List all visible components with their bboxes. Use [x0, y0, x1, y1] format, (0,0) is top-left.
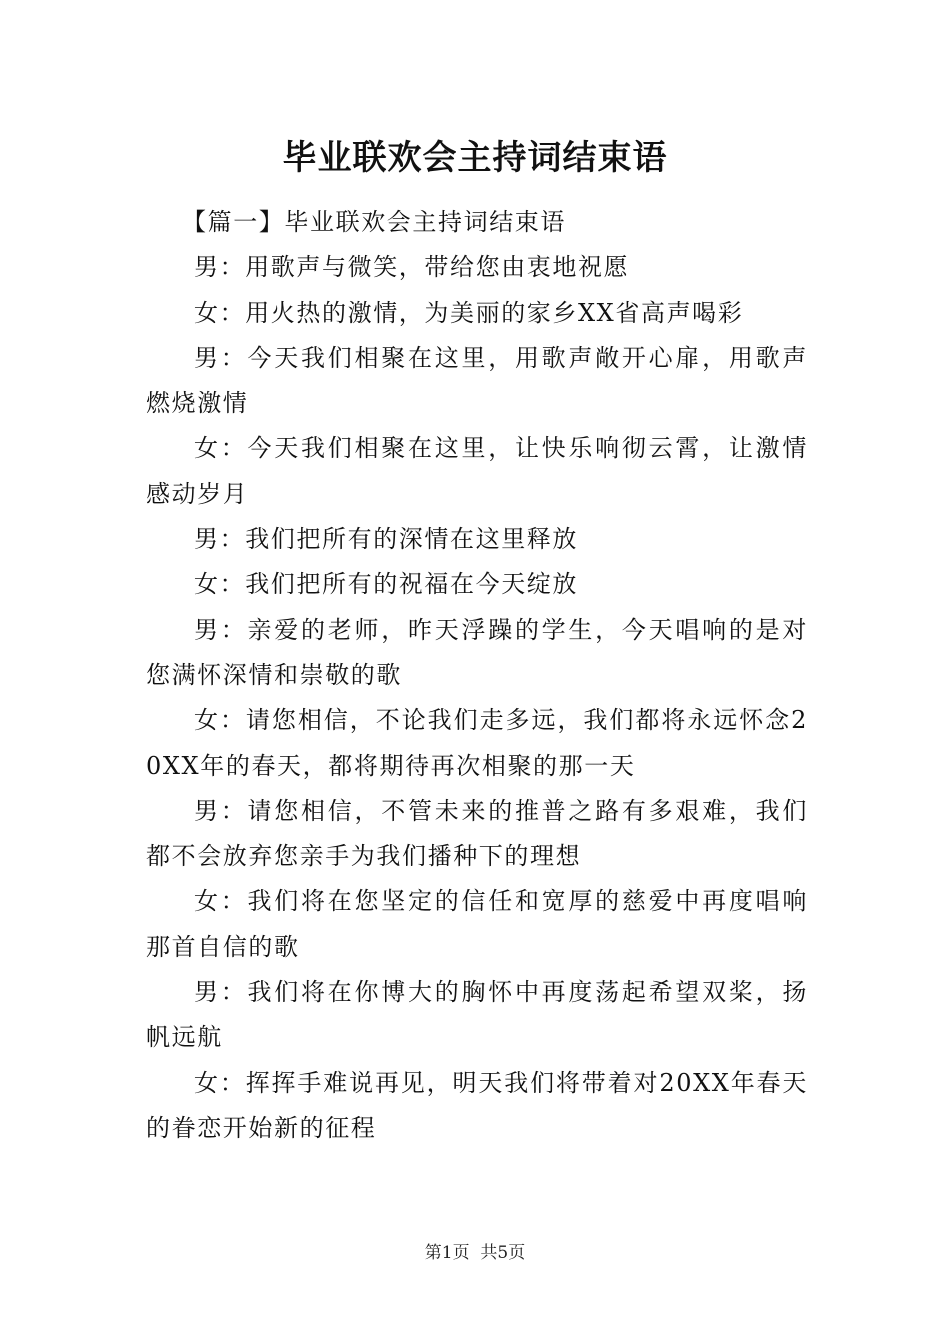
page-total: 共5页	[480, 1243, 526, 1263]
dialogue-line: 女：请您相信，不论我们走多远，我们都将永远怀念20XX年的春天，都将期待再次相聚的那一天	[146, 706, 808, 780]
page-footer	[0, 1240, 950, 1266]
document-body	[146, 200, 808, 1151]
dialogue-line: 女：今天我们相聚在这里，让快乐响彻云霄，让激情感动岁月	[146, 434, 808, 508]
dialogue-line: 男：我们将在你博大的胸怀中再度荡起希望双桨，扬帆远航	[146, 978, 808, 1052]
section-heading: 【篇一】毕业联欢会主持词结束语	[182, 208, 566, 236]
dialogue-line: 女：我们将在您坚定的信任和宽厚的慈爱中再度唱响那首自信的歌	[146, 887, 808, 961]
document-title: 毕业联欢会主持词结束语	[282, 138, 668, 178]
dialogue-line: 男：今天我们相聚在这里，用歌声敞开心扉，用歌声燃烧激情	[146, 343, 808, 418]
dialogue-line: 女：我们把所有的祝福在今天绽放	[194, 570, 578, 599]
dialogue-line: 男：亲爱的老师，昨天浮躁的学生，今天唱响的是对您满怀深情和崇敬的歌	[146, 615, 808, 689]
dialogue-line: 男：我们把所有的深情在这里释放	[194, 525, 578, 554]
dialogue-line: 男：请您相信，不管未来的推普之路有多艰难，我们都不会放弃您亲手为我们播种下的理想	[146, 796, 808, 871]
dialogue-line: 女：挥挥手难说再见，明天我们将带着对20XX年春天的眷恋开始新的征程	[146, 1068, 808, 1142]
dialogue-line: 女：用火热的激情，为美丽的家乡XX省高声喝彩	[194, 298, 744, 327]
page-number: 第1页	[424, 1243, 470, 1263]
dialogue-line: 男：用歌声与微笑，带给您由衷地祝愿	[194, 253, 630, 282]
